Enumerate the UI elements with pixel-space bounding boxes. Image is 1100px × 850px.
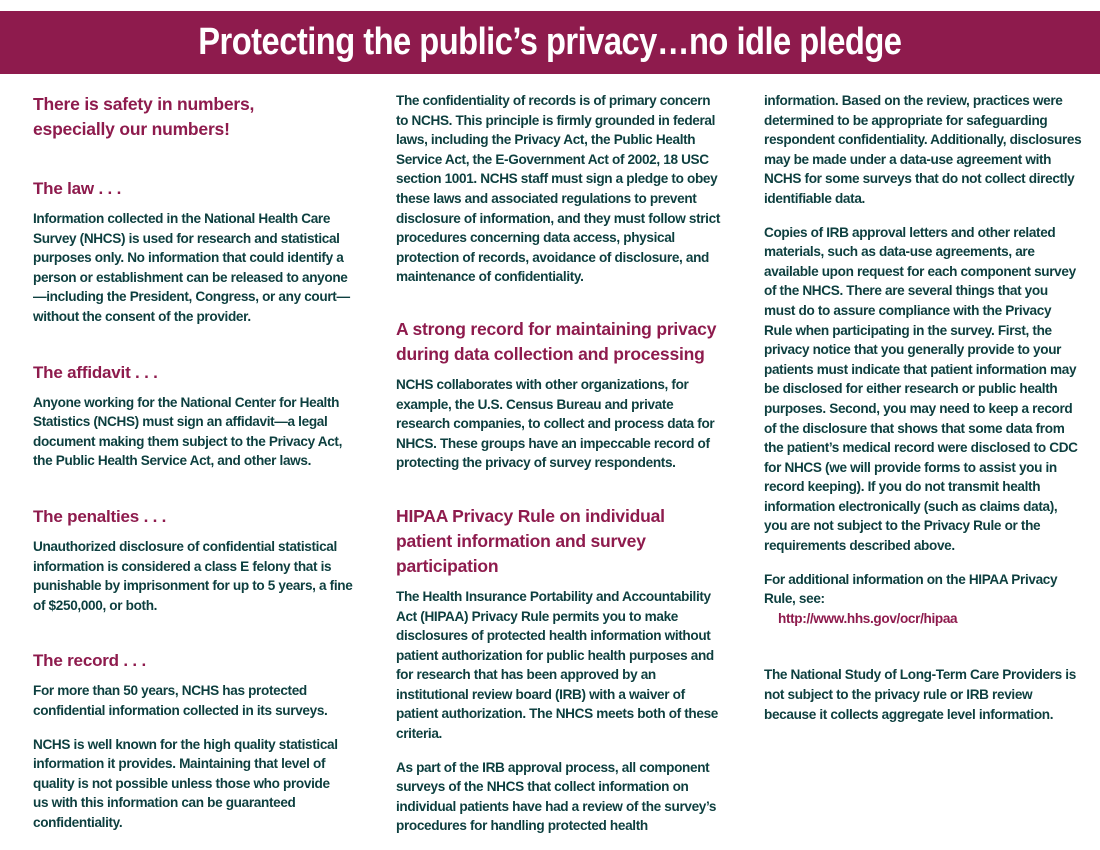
record-text-2: NCHS is well known for the high quality statistical information it provides. Maintaining that level of quality is not possible unless those who provide us with this information can be guaranteed confidentiality. — [33, 736, 338, 830]
column-left — [33, 86, 353, 846]
lead-line-1: There is safety in numbers, — [33, 94, 255, 114]
hipaa-heading: HIPAA Privacy Rule on individual patient information and survey participation — [396, 505, 665, 576]
irb-copies-text: Copies of IRB approval letters and other related materials, such as data-use agreements, are available upon request for each component survey of the NHCS. There are several things that you must do to assure compliance with the Privacy Rule when participating in the survey. First, the privacy notice that you generally provide to your patients must indicate that patient information may be disclosed for either research or public health purposes. Second, you may need to keep a record of the disclosure that shows that some data from the patient’s medical record were disclosed to CDC for NHCS (we will provide forms to assist you in record keeping). If you do not transmit health information electronically (such as claims data), you are not subject to the Privacy Rule or the requirements described above. — [764, 224, 1078, 554]
ltc-text: The National Study of Long-Term Care Providers is not subject to the privacy rule or IRB review because it collects aggregate level information. — [764, 667, 1076, 722]
affidavit-heading: The affidavit . . . — [33, 362, 158, 382]
record-heading: The record . . . — [33, 651, 146, 671]
additional-info-text: For additional information on the HIPAA Privacy Rule, see: — [764, 571, 1058, 607]
law-text: Information collected in the National Health Care Survey (NHCS) is used for research and statistical purposes only. No information that could identify a person or establishment can be released to anyone—including the President, Congress, or any court—without the consent of the provider. — [33, 211, 350, 324]
hipaa-link[interactable]: http://www.hhs.gov/ocr/hipaa — [778, 610, 958, 626]
lead-heading — [33, 92, 353, 142]
law-heading: The law . . . — [33, 179, 122, 198]
record-text-1: For more than 50 years, NCHS has protected confidential information collected in its surveys. — [33, 683, 328, 718]
column-middle — [396, 91, 724, 850]
page-title: Protecting the public’s privacy…no idle pledge — [198, 21, 902, 63]
hipaa-text: The Health Insurance Portability and Accountability Act (HIPAA) Privacy Rule permits you to make disclosures of protected health information without patient authorization for public health purposes and for research that has been approved by an institutional review board (IRB) with a waiver of patient authorization. The NHCS meets both of these criteria. — [396, 588, 719, 742]
penalties-text: Unauthorized disclosure of confidential statistical information is considered a class E felony that is punishable by imprisonment for up to 5 years, a fine of $250,000, or both. — [33, 538, 353, 613]
column-right — [764, 91, 1082, 738]
penalties-heading: The penalties . . . — [33, 506, 167, 526]
irb-process-text: As part of the IRB approval process, all component surveys of the NHCS that collect information on individual patients have had a review of the survey’s procedures for handling protected health — [396, 759, 717, 834]
title-banner — [0, 11, 1100, 74]
confidentiality-text: The confidentiality of records is of primary concern to NCHS. This principle is firmly grounded in federal laws, including the Privacy Act, the Public Health Service Act, the E-Government Act of 2002, 18 USC section 1001. NCHS staff must sign a pledge to obey these laws and associated regulations to prevent disclosure of information, and they must follow strict procedures concerning data access, physical protection of records, avoidance of disclosure, and maintenance of confidentiality. — [396, 93, 720, 285]
affidavit-text: Anyone working for the National Center for Health Statistics (NCHS) must sign an affidavit—a legal document making them subject to the Privacy Act, the Public Health Service Act, and other laws. — [33, 394, 343, 469]
review-continued-text: information. Based on the review, practices were determined to be appropriate for safeguarding respondent confidentiality. Additionally, disclosures may be made under a data-use agreement with NCHS for some surveys that do not collect directly identifiable data. — [764, 93, 1082, 206]
lead-line-2: especially our numbers! — [33, 119, 230, 139]
strong-record-text: NCHS collaborates with other organizations, for example, the U.S. Census Bureau and private research companies, to collect and process data for NHCS. These groups have an impeccable record of protecting the privacy of survey respondents. — [396, 376, 715, 471]
strong-record-heading: A strong record for maintaining privacy during data collection and processing — [396, 318, 717, 364]
